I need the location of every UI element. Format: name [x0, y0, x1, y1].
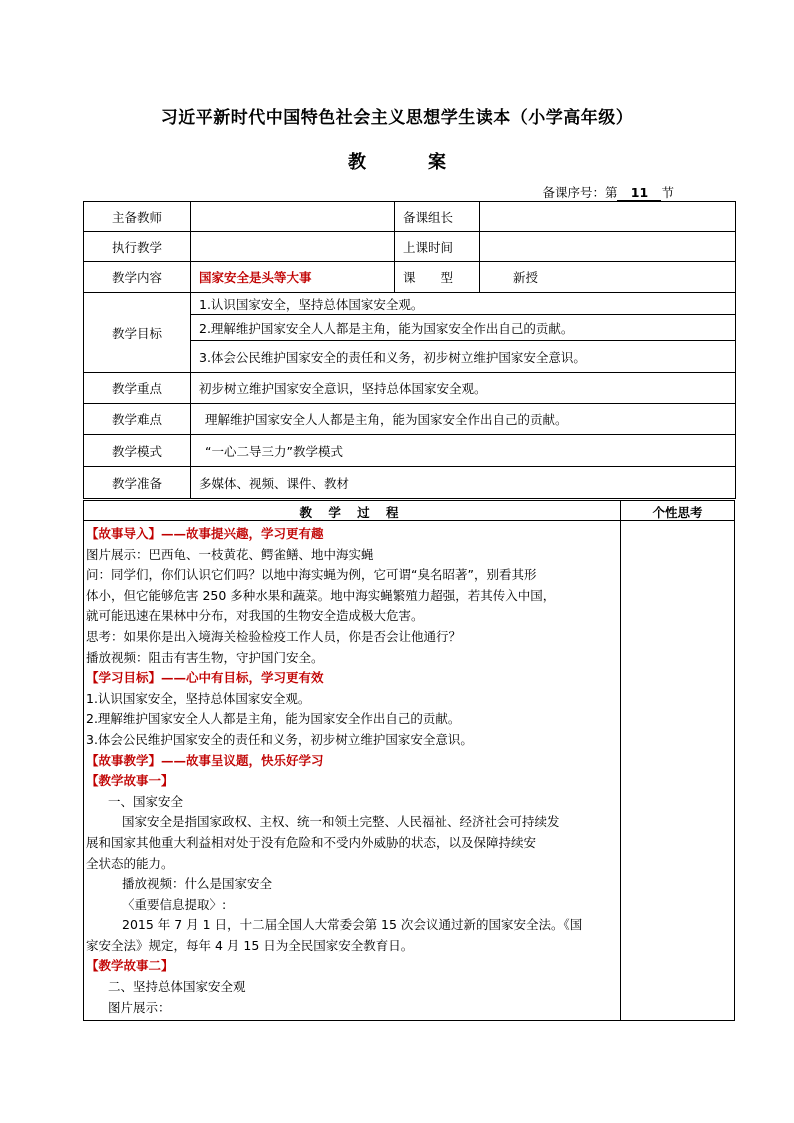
text-line: 全状态的能力。 [86, 855, 174, 871]
lead-teacher-value[interactable] [191, 202, 395, 232]
text-line: 问：同学们，你们认识它们吗？以地中海实蝇为例，它可谓“臭名昭著”，别看其形 [86, 567, 537, 583]
content-value: 国家安全是头等大事 [191, 262, 395, 293]
story-one-heading: 一、国家安全 [108, 793, 184, 809]
goal-item: 1.认识国家安全，坚持总体国家安全观。 [191, 293, 736, 315]
text-line: 思考：如果你是出入境海关检验检疫工作人员，你是否会让他通行？ [86, 628, 462, 644]
seq-number: 11 [617, 185, 661, 201]
process-header-title: 教 学 过 程 [299, 505, 405, 520]
mode-label: 教学模式 [84, 435, 191, 467]
subtitle-char-1: 教 [348, 152, 366, 173]
goal-item: 3.体会公民维护国家安全的责任和义务，初步树立维护国家安全意识。 [191, 341, 736, 373]
goals-label: 教学目标 [84, 293, 191, 373]
difficulty-value: 理解维护国家安全人人都是主角，能为国家安全作出自己的贡献。 [191, 404, 736, 435]
story-intro-tag: 【故事导入】——故事提兴趣，学习更有趣 [86, 526, 324, 541]
story-two-tag: 【教学故事二】 [86, 958, 174, 974]
text-line: 〈重要信息提取〉: [122, 896, 227, 912]
text-line: 3.体会公民维护国家安全的责任和义务，初步树立维护国家安全意识。 [86, 731, 473, 747]
process-body [86, 524, 616, 1018]
focus-label: 教学重点 [84, 373, 191, 404]
document-subtitle [0, 148, 794, 174]
learning-goal-tag: 【学习目标】——心中有目标，学习更有效 [86, 670, 324, 686]
subtitle-char-2: 案 [428, 152, 446, 173]
seq-prefix: 备课序号：第 [542, 185, 618, 200]
exec-teaching-label: 执行教学 [84, 232, 191, 262]
text-line: 就可能迅速在果林中分布，对我国的生物安全造成极大危害。 [86, 608, 424, 624]
text-line: 国家安全是指国家政权、主权、统一和领土完整、人民福祉、经济社会可持续发 [122, 814, 560, 830]
document-title: 习近平新时代中国特色社会主义思想学生读本（小学高年级） [160, 108, 634, 128]
personal-thoughts-header: 个性思考 [652, 505, 703, 520]
group-leader-label: 备课组长 [395, 202, 480, 232]
prep-value: 多媒体、视频、课件、教材 [191, 467, 736, 499]
exec-teaching-value[interactable] [191, 232, 395, 262]
mode-value: “一心二导三力”教学模式 [191, 435, 736, 467]
text-line: 展和国家其他重大利益相对处于没有危险和不受内外威胁的状态，以及保障持续安 [86, 834, 537, 850]
prep-label: 教学准备 [84, 467, 191, 499]
difficulty-label: 教学难点 [84, 404, 191, 435]
lesson-info-table [83, 201, 736, 499]
story-teaching-tag: 【故事教学】——故事呈议题，快乐好学习 [86, 752, 324, 768]
text-line: 播放视频：什么是国家安全 [122, 876, 273, 892]
content-label: 教学内容 [84, 262, 191, 293]
focus-value: 初步树立维护国家安全意识，坚持总体国家安全观。 [191, 373, 736, 404]
text-line: 图片展示： [108, 999, 171, 1015]
seq-suffix: 节 [661, 185, 674, 200]
group-leader-value[interactable] [480, 202, 736, 232]
story-one-tag: 【教学故事一】 [86, 773, 174, 789]
process-header [84, 501, 734, 521]
text-line: 家安全法》规定，每年 4 月 15 日为全民国家安全教育日。 [86, 937, 414, 953]
teaching-process-section [83, 500, 735, 1021]
story-two-heading: 二、坚持总体国家安全观 [108, 979, 246, 995]
goal-item: 2.理解维护国家安全人人都是主角，能为国家安全作出自己的贡献。 [191, 315, 736, 341]
class-time-label: 上课时间 [395, 232, 480, 262]
text-line: 2.理解维护国家安全人人都是主角，能为国家安全作出自己的贡献。 [86, 711, 461, 727]
lead-teacher-label: 主备教师 [84, 202, 191, 232]
lesson-type-label: 课 型 [395, 262, 480, 293]
lesson-type-value: 新授 [480, 262, 736, 293]
text-line: 体小，但它能够危害 250 多种水果和蔬菜。地中海实蝇繁殖力超强，若其传入中国， [86, 587, 556, 603]
text-line: 2015 年 7 月 1 日，十二届全国人大常委会第 15 次会议通过新的国家安全法。《国 [122, 917, 583, 933]
text-line: 1.认识国家安全，坚持总体国家安全观。 [86, 690, 311, 706]
class-time-value[interactable] [480, 232, 736, 262]
text-line: 图片展示：巴西龟、一枝黄花、鳄雀鳝、地中海实蝇 [86, 546, 374, 562]
text-line: 播放视频：阻击有害生物，守护国门安全。 [86, 649, 324, 665]
lesson-sequence [542, 183, 674, 201]
